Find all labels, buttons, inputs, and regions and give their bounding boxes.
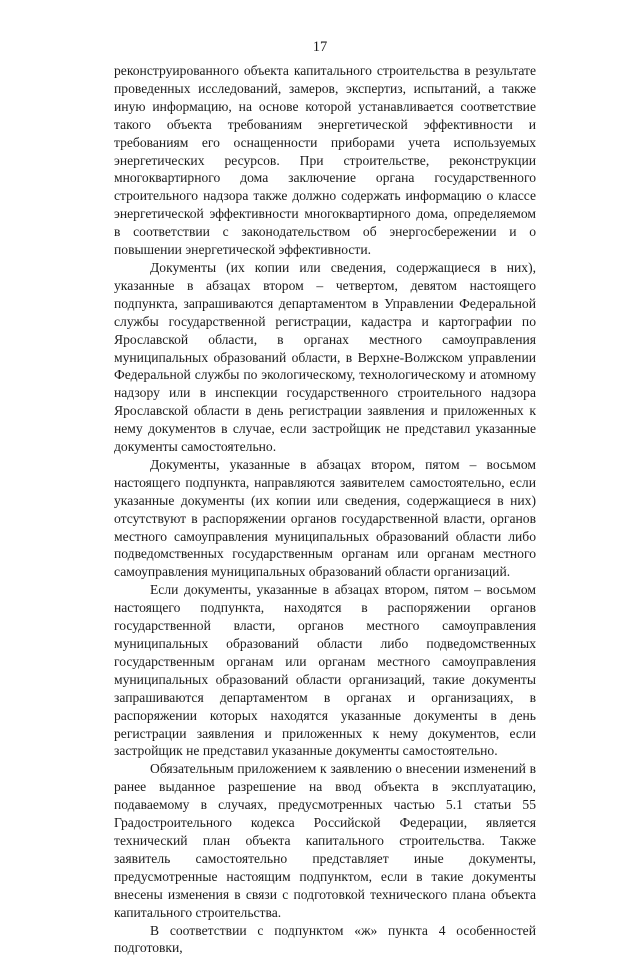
paragraph-in-accordance: В соответствии с подпунктом «ж» пункта 4 особенностей подготовки, <box>114 922 536 957</box>
paragraph-documents-applicant: Документы, указанные в абзацах втором, пятом – восьмом настоящего подпункта, направляются заявителем самостоятельно, если указанные документы (их копии или сведения, содержащиеся в них) отсутствуют в распоряжении органов государственной власти, органов местного самоуправления муниципальных образований области либо подведомственных государственным органам или органам местного самоуправления муниципальных образований области организаций. <box>114 456 536 581</box>
paragraph-continuation: реконструированного объекта капитального строительства в результате проведенных исследований, замеров, экспертиз, испытаний, а также иную информацию, на основе которой устанавливается соответствие такого объекта требованиям энергетической эффективности и требованиям его оснащенности приборами учета используемых энергетических ресурсов. При строительстве, реконструкции многоквартирного дома заключение органа государственного строительного надзора также должно содержать информацию о классе энергетической эффективности многоквартирного дома, определяемом в соответствии с законодательством об энергосбережении и о повышении энергетической эффективности. <box>114 62 536 259</box>
paragraph-mandatory-attachment: Обязательным приложением к заявлению о внесении изменений в ранее выданное разрешение на ввод объекта в эксплуатацию, подаваемому в случаях, предусмотренных частью 5.1 статьи 55 Градостроительного кодекса Российской Федерации, является технический план объекта капитального строительства. Также заявитель самостоятельно представляет иные документы, предусмотренные настоящим подпунктом, если в такие документы внесены изменения в связи с подготовкой технического плана объекта капитального строительства. <box>114 760 536 921</box>
paragraph-documents-requested: Документы (их копии или сведения, содержащиеся в них), указанные в абзацах втором – четвертом, девятом настоящего подпункта, запрашиваются департаментом в Управлении Федеральной службы государственной регистрации, кадастра и картографии по Ярославской области, в органах местного самоуправления муниципальных образований области, в Верхне-Волжском управлении Федеральной службы по экологическому, технологическому и атомному надзору или в инспекции государственного строительного надзора Ярославской области в день регистрации заявления и приложенных к нему документов в случае, если застройщик не представил указанные документы самостоятельно. <box>114 259 536 456</box>
page-number: 17 <box>0 38 640 56</box>
paragraph-documents-in-possession: Если документы, указанные в абзацах втором, пятом – восьмом настоящего подпункта, находятся в распоряжении органов государственной власти, органов местного самоуправления муниципальных образований области либо подведомственных государственным органам или органам местного самоуправления муниципальных образований области организаций, такие документы запрашиваются департаментом в органах и организациях, в распоряжении которых находятся указанные документы в день регистрации заявления и приложенных к нему документов, если застройщик не представил указанные документы самостоятельно. <box>114 581 536 760</box>
document-body <box>114 62 536 957</box>
